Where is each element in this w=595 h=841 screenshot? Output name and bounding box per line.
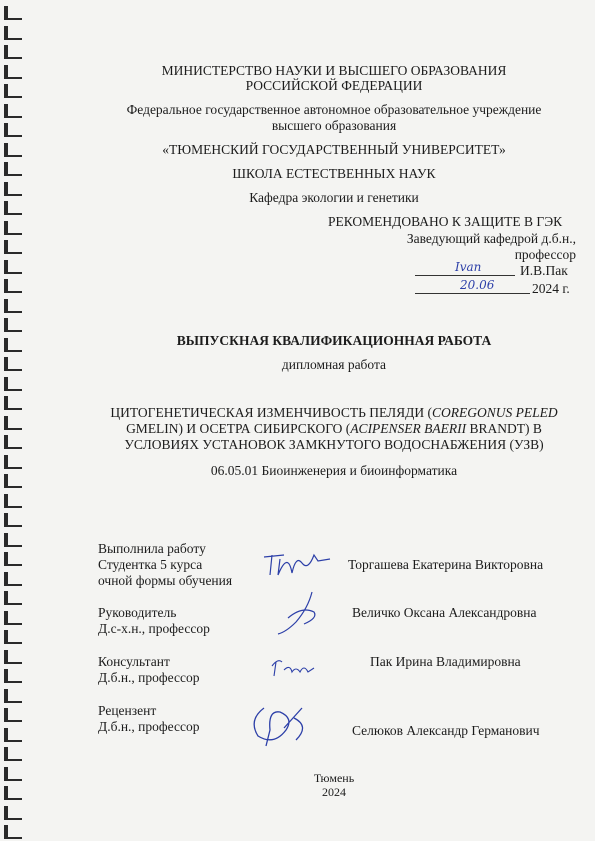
work-subtype: дипломная работа: [281, 357, 387, 372]
head-signature-line: [415, 274, 515, 276]
approval-title: РЕКОМЕНДОВАНО К ЗАЩИТЕ В ГЭК: [328, 214, 563, 229]
school-name: ШКОЛА ЕСТЕСТВЕННЫХ НАУК: [232, 166, 436, 181]
approval-position-line-1: Заведующий кафедрой д.б.н.,: [406, 231, 576, 246]
student-signature: [258, 545, 338, 585]
person-role-line: Руководитель: [98, 605, 177, 620]
person-role-line: Консультант: [98, 654, 170, 669]
work-specialty: 06.05.01 Биоинженерия и биоинформатика: [210, 463, 458, 478]
work-title-latin-coregonus: COREGONUS PELED: [432, 405, 558, 420]
binding-mark: [4, 806, 22, 820]
binding-mark: [4, 611, 22, 625]
binding-mark: [4, 669, 22, 683]
head-signature-mark: Ivan: [455, 260, 482, 274]
binding-mark: [4, 494, 22, 508]
person-role-line: Студентка 5 курса: [98, 557, 203, 572]
person-name: Торгашева Екатерина Викторовна: [348, 557, 544, 572]
person-name: Селюков Александр Германович: [352, 723, 540, 738]
footer-year: 2024: [322, 785, 346, 799]
person-role-line: Д.б.н., профессор: [98, 719, 200, 734]
supervisor-signature: [268, 588, 328, 640]
binding-mark: [4, 728, 22, 742]
work-title-line-3: УСЛОВИЯХ УСТАНОВОК ЗАМКНУТОГО ВОДОСНАБЖЕНИЯ (УЗВ): [124, 437, 544, 452]
person-role-line: очной формы обучения: [98, 573, 233, 588]
approval-year: 2024 г.: [532, 281, 570, 296]
binding-mark: [4, 6, 22, 20]
person-role-line: Рецензент: [98, 703, 157, 718]
work-title-line-1: [0, 405, 595, 420]
work-title-line-2-part-a: GMELIN) И ОСЕТРА СИБИРСКОГО (: [126, 421, 351, 436]
binding-mark: [4, 299, 22, 313]
person-name: Величко Оксана Александровна: [352, 605, 537, 620]
binding-mark: [4, 45, 22, 59]
consultant-signature: [268, 654, 318, 680]
person-role-line: Выполнила работу: [98, 541, 206, 556]
binding-mark: [4, 650, 22, 664]
binding-mark: [4, 377, 22, 391]
binding-mark: [4, 26, 22, 40]
binding-mark: [4, 533, 22, 547]
work-type-title: ВЫПУСКНАЯ КВАЛИФИКАЦИОННАЯ РАБОТА: [176, 333, 492, 348]
binding-mark: [4, 747, 22, 761]
person-role-line: Д.с-х.н., профессор: [98, 621, 210, 636]
binding-mark: [4, 318, 22, 332]
binding-mark: [4, 221, 22, 235]
work-title-line-2-part-c: BRANDT) В: [466, 421, 542, 436]
work-title-latin-acipenser: ACIPENSER BAERII: [350, 421, 467, 436]
binding-mark: [4, 572, 22, 586]
binding-mark: [4, 689, 22, 703]
ministry-line-2: РОССИЙСКОЙ ФЕДЕРАЦИИ: [245, 78, 423, 93]
department-name: Кафедра экологии и генетики: [249, 190, 419, 205]
footer-city: Тюмень: [313, 771, 355, 785]
binding-mark: [4, 513, 22, 527]
work-title-line-1-part-a: ЦИТОГЕНЕТИЧЕСКАЯ ИЗМЕНЧИВОСТЬ ПЕЛЯДИ (: [110, 405, 433, 420]
binding-mark: [4, 825, 22, 839]
date-line: [415, 292, 530, 294]
binding-mark: [4, 708, 22, 722]
university-name: «ТЮМЕНСКИЙ ГОСУДАРСТВЕННЫЙ УНИВЕРСИТЕТ»: [162, 142, 506, 157]
approval-position-line-2: профессор: [514, 247, 576, 262]
approval-date-handwritten: 20.06: [460, 278, 495, 292]
reviewer-signature: [244, 700, 318, 752]
institution-line-1: Федеральное государственное автономное образовательное учреждение: [126, 102, 542, 117]
person-name: Пак Ирина Владимировна: [370, 654, 521, 669]
binding-mark: [4, 240, 22, 254]
binding-mark: [4, 552, 22, 566]
ministry-line-1: МИНИСТЕРСТВО НАУКИ И ВЫСШЕГО ОБРАЗОВАНИЯ: [161, 63, 507, 78]
binding-mark: [4, 279, 22, 293]
institution-line-2: высшего образования: [271, 118, 397, 133]
work-title-line-2: [0, 421, 595, 436]
binding-mark: [4, 591, 22, 605]
binding-mark: [4, 630, 22, 644]
person-role-line: Д.б.н., профессор: [98, 670, 200, 685]
binding-mark: [4, 260, 22, 274]
approval-head-name: И.В.Пак: [520, 263, 568, 278]
